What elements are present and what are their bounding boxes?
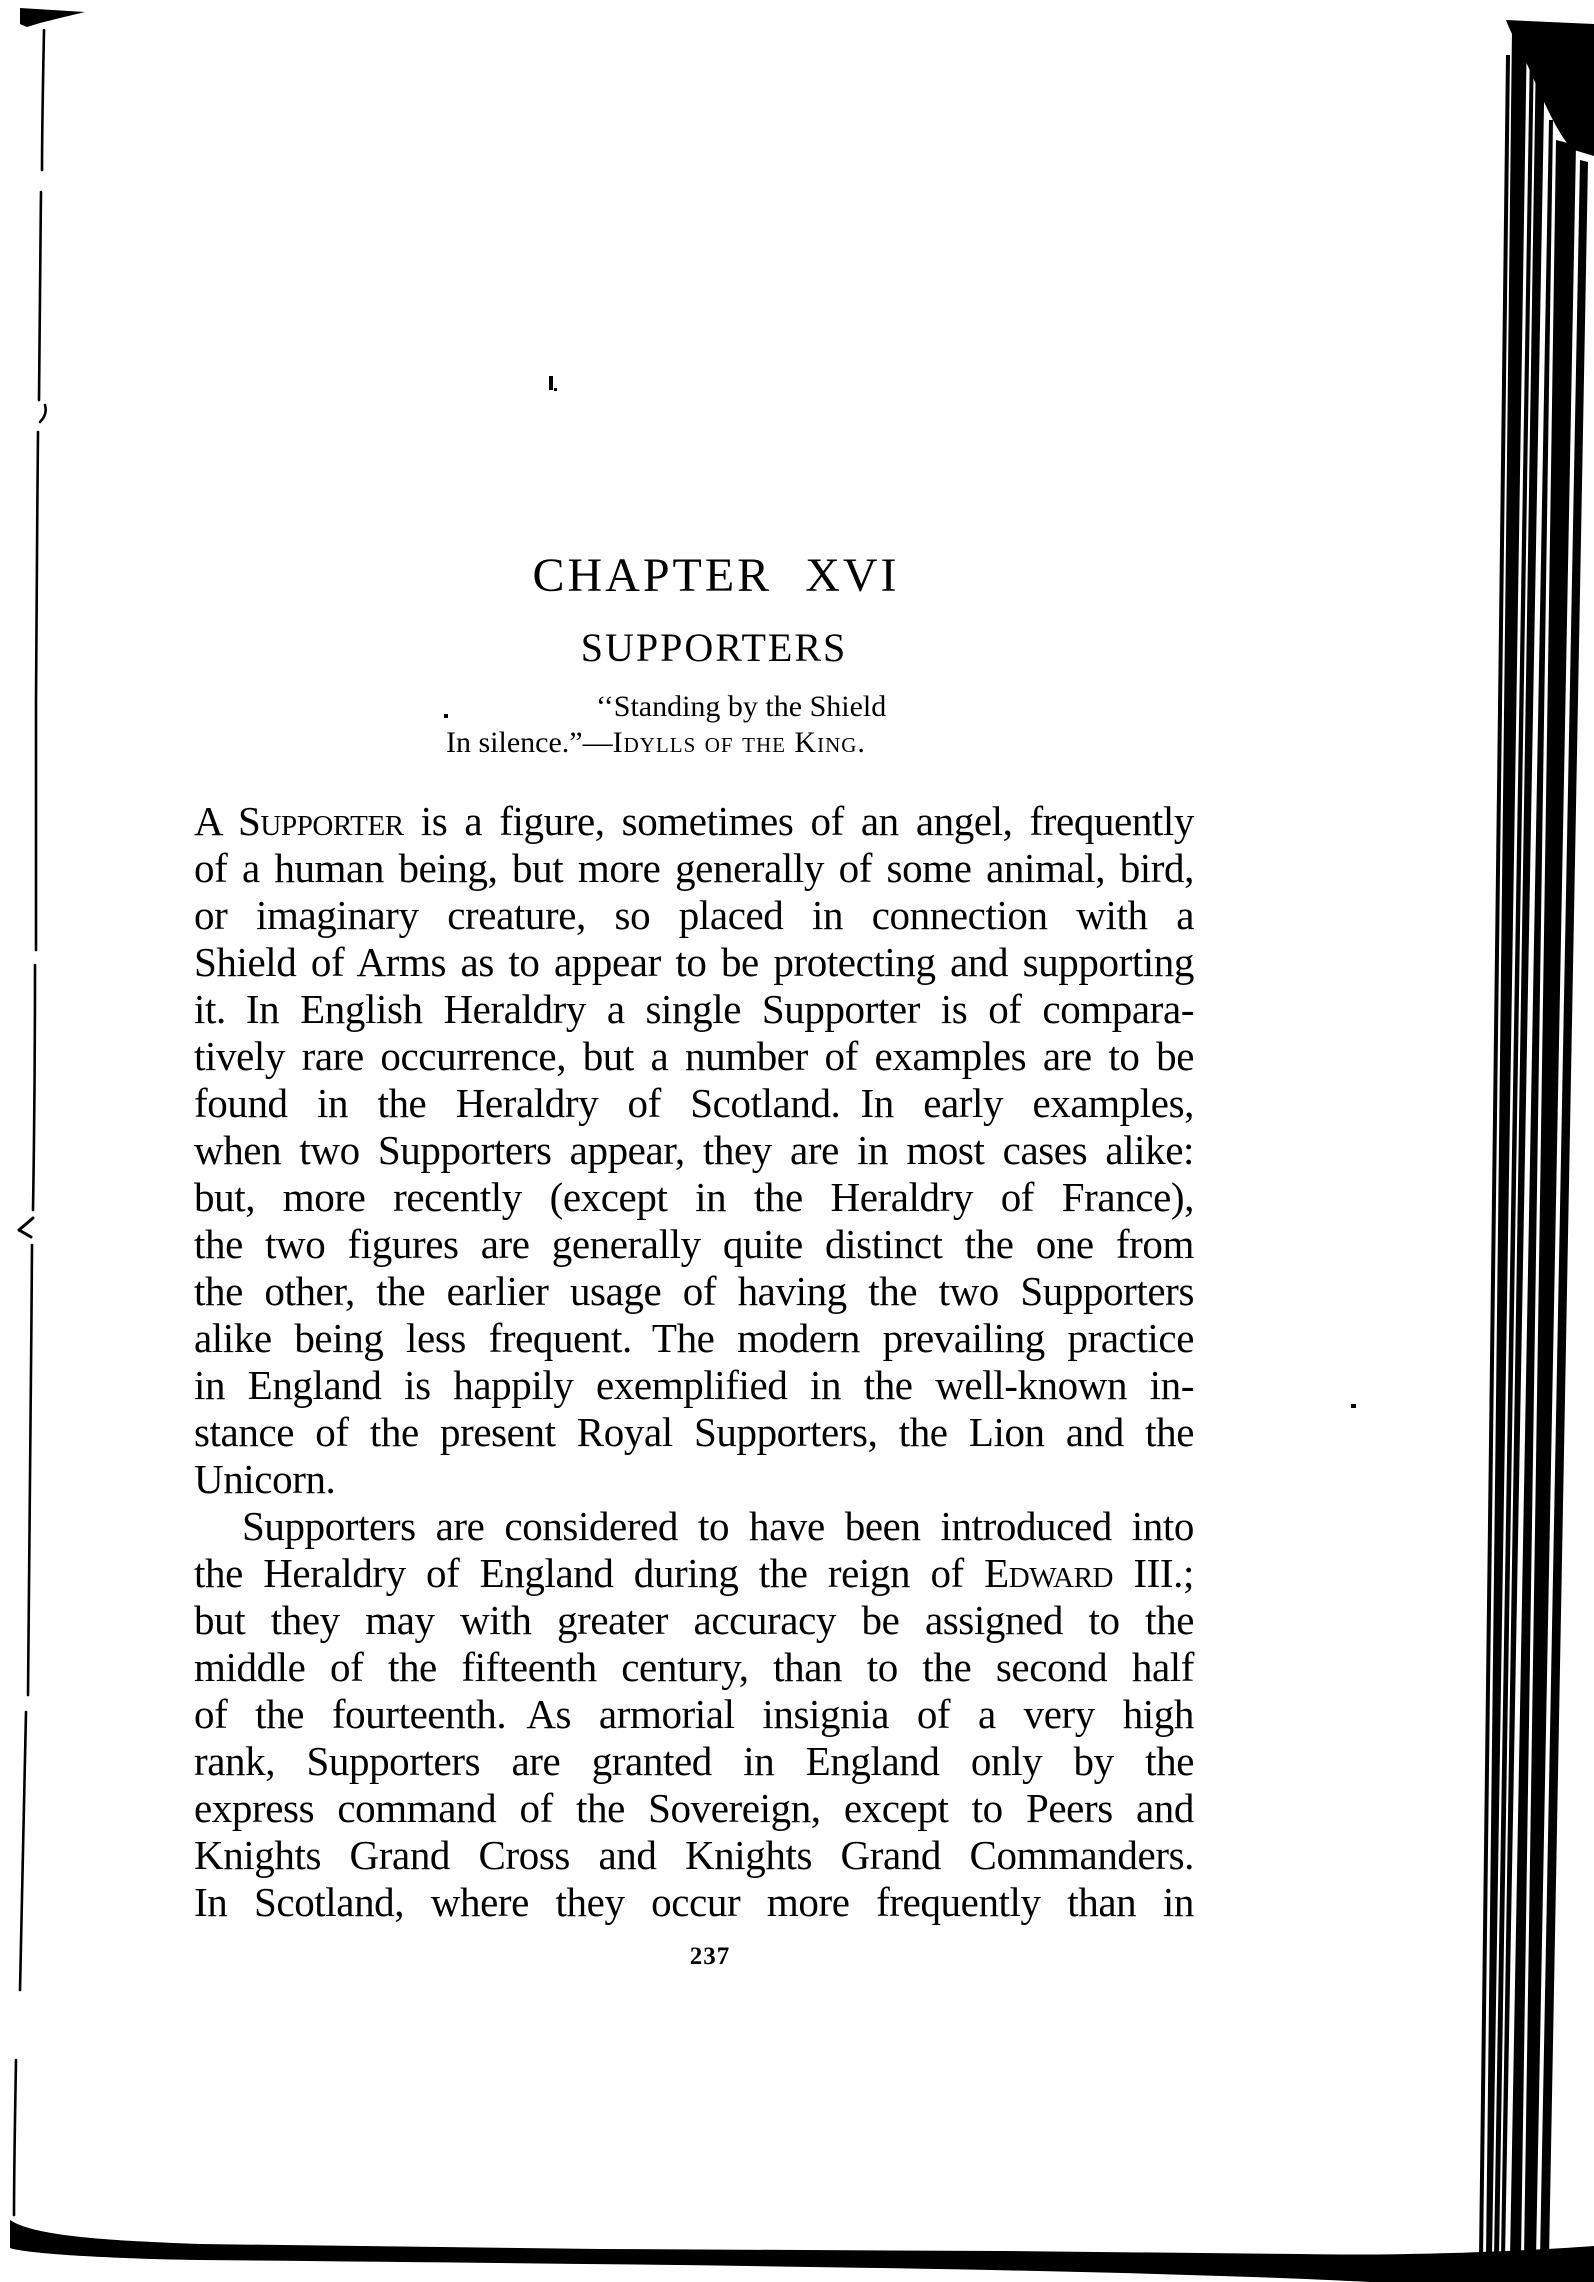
body-text-segment: in England is happily exemplified in the well-known in- [194,1362,1194,1408]
body-line [194,1738,1194,1785]
body-text-segment: A [194,798,239,844]
body-line [194,1033,1194,1080]
body-line [194,1503,1194,1550]
body-text-segment: middle of the fifteenth century, than to the second half [194,1644,1194,1690]
body-text-segment: of the fourteenth. As armorial insignia of a very high [194,1691,1194,1737]
binding-top-blob [1506,20,1594,156]
body-text-segment: tively rare occurrence, but a number of examples are to be [194,1033,1194,1079]
body-text-segment: is a figure, sometimes of an angel, frequently [403,798,1195,844]
body-text [194,798,1194,1926]
page-number: 237 [689,1943,731,1970]
body-line [194,1785,1194,1832]
body-text-segment: alike being less frequent. The modern prevailing practice [194,1315,1194,1361]
body-text-segment: but, more recently (except in the Heraldry of France), [194,1174,1194,1220]
body-text-segment: ; [1183,1550,1194,1596]
body-text-segment: Knights Grand Cross and Knights Grand Commanders. [194,1832,1194,1878]
left-edge-arrow-mark [19,1218,33,1237]
body-line [194,1597,1194,1644]
epigraph-source: Idylls of the King. [612,726,866,759]
body-text-segment: Shield of Arms as to appear to be protecting and supporting [194,939,1194,985]
epigraph-line-1: ‘‘Standing by the Shield [596,690,887,723]
body-text-segment: found in the Heraldry of Scotland. In early examples, [194,1080,1194,1126]
body-line [194,986,1194,1033]
body-text-segment: In Scotland, where they occur more frequently than in [194,1879,1194,1925]
body-line [194,1550,1194,1597]
body-text-segment: the other, the earlier usage of having the two Supporters [194,1268,1194,1314]
binding-streaks [1479,28,1588,2258]
body-text-segment: of a human being, but more generally of some animal, bird, [194,845,1194,891]
small-caps-text: Edward III. [984,1550,1183,1596]
body-text-segment: it. In English Heraldry a single Supporter is of compara- [194,986,1194,1032]
body-line [194,1644,1194,1691]
body-text-segment: or imaginary creature, so placed in connection with a [194,892,1194,938]
body-text-segment: the two figures are generally quite distinct the one from [194,1221,1194,1267]
top-left-ink-wedge [20,8,85,27]
body-line [194,892,1194,939]
body-line [194,1080,1194,1127]
bottom-shadow-band [10,2220,1594,2282]
body-line [194,939,1194,986]
stray-dot-right-margin [1351,1404,1356,1408]
stray-ink-mark-t [549,376,557,391]
body-text-segment: Supporters are considered to have been introduced into [242,1503,1194,1549]
stray-dot-epigraph [444,714,448,718]
body-line [194,1362,1194,1409]
body-line [194,1879,1194,1926]
body-line [194,798,1194,845]
chapter-heading: CHAPTER XVI [532,549,900,602]
body-line [194,1315,1194,1362]
body-line [194,1409,1194,1456]
body-text-segment: Unicorn. [194,1456,336,1502]
body-text-segment: but they may with greater accuracy be assigned to the [194,1597,1194,1643]
small-caps-text: Supporter [238,798,404,844]
body-line [194,845,1194,892]
body-line [194,1691,1194,1738]
body-line [194,1127,1194,1174]
body-line [194,1174,1194,1221]
chapter-subtitle: SUPPORTERS [580,625,848,670]
body-text-segment: express command of the Sovereign, except to Peers and [194,1785,1194,1831]
body-text-segment: the Heraldry of England during the reign of [194,1550,985,1596]
body-line [194,1832,1194,1879]
epigraph-line-2 [446,726,866,759]
body-text-segment: rank, Supporters are granted in England only by the [194,1738,1194,1784]
epigraph-line-2-text: In silence.”— [446,726,613,759]
body-line [194,1268,1194,1315]
body-line [194,1456,1194,1503]
body-line [194,1221,1194,1268]
body-text-segment: stance of the present Royal Supporters, the Lion and the [194,1409,1194,1455]
left-page-edge-line [14,30,46,2215]
body-text-segment: when two Supporters appear, they are in most cases alike: [194,1127,1194,1173]
